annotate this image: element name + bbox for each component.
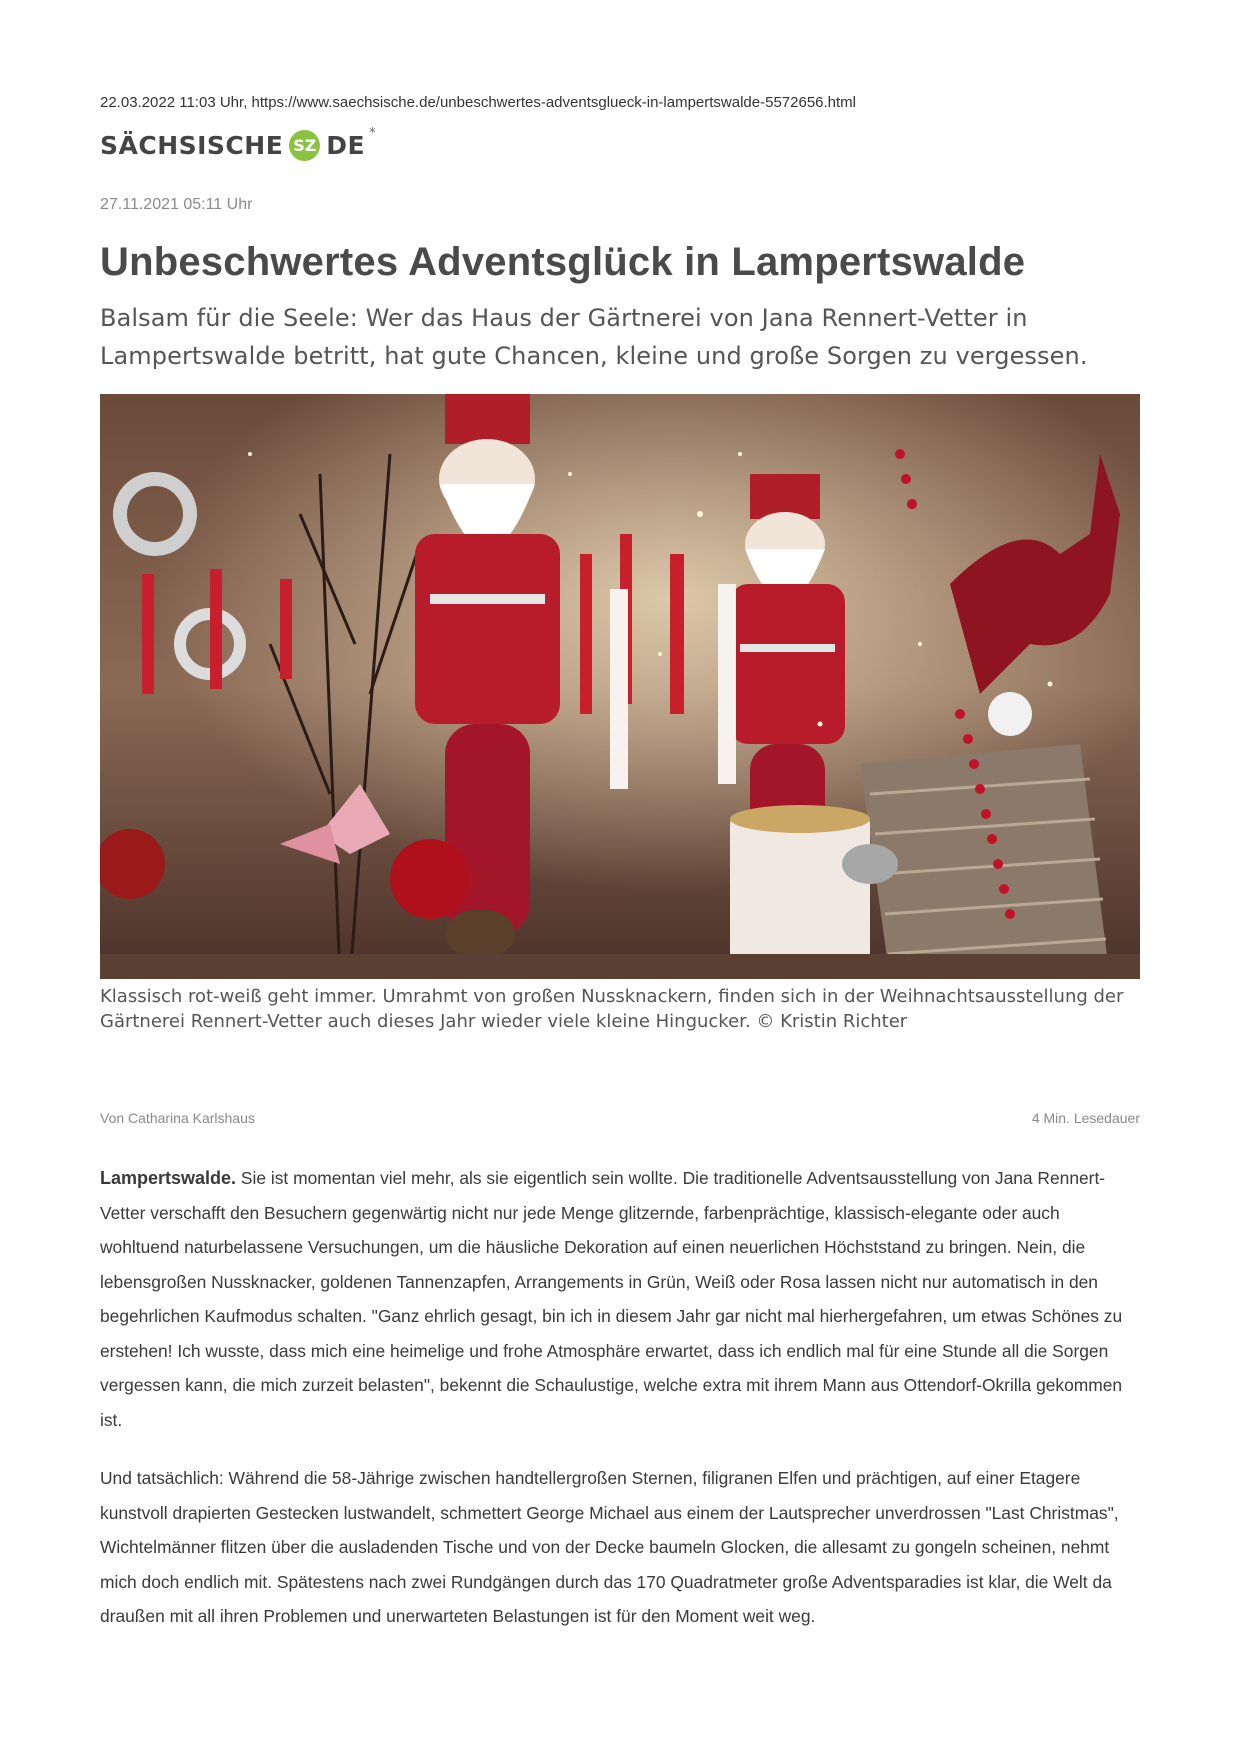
logo-wordmark-right: DE [326, 131, 366, 160]
body-paragraph-1 [100, 1161, 1140, 1437]
author-byline: Von Catharina Karlshaus [100, 1110, 255, 1126]
paragraph-1-text: Sie ist momentan viel mehr, als sie eigentlich sein wollte. Die traditionelle Adventsausstellung von Jana Rennert-Vetter verschafft den Besuchern gegenwärtig nicht nur jede Menge glitzernde, farbenprächtige, klassisch-elegante oder auch wohltuend naturbelassene Versuchungen, um die häusliche Dekoration auf einen neuerlichen Höchststand zu bringen. Nein, die lebensgroßen Nussknacker, goldenen Tannenzapfen, Arrangements in Grün, Weiß oder Rosa lassen nicht nur automatisch in den begehrlichen Kaufmodus schalten. "Ganz ehrlich gesagt, bin ich in diesem Jahr gar nicht mal hierhergefahren, um etwas Schönes zu erstehen! Ich wusste, dass mich eine heimelige und frohe Atmosphäre erwartet, dass ich endlich mal für eine Stunde all die Sorgen vergessen kann, die mich zurzeit belasten", bekennt die Schaulustige, welche extra mit ihrem Mann aus Ottendorf-Okrilla gekommen ist. [100, 1168, 1123, 1430]
article-teaser: Balsam für die Seele: Wer das Haus der Gärtnerei von Jana Rennert-Vetter in Lampertswalde betritt, hat gute Chancen, kleine und große Sorgen zu vergessen. [100, 304, 1088, 370]
article-photo [100, 394, 1140, 979]
print-header: 22.03.2022 11:03 Uhr, https://www.saechsische.de/unbeschwertes-adventsglueck-in-lampertswalde-5572656.html [100, 94, 857, 111]
publish-date: 27.11.2021 05:11 Uhr [100, 196, 253, 213]
print-url[interactable]: https://www.saechsische.de/unbeschwertes-adventsglueck-in-lampertswalde-5572656.html [251, 94, 857, 111]
body-paragraph-2: Und tatsächlich: Während die 58-Jährige zwischen handtellergroßen Sternen, filigranen Elfen und prächtigen, auf einer Etagere kunstvoll drapierten Gestecken lustwandelt, schmettert George Michael aus einem der Lautsprecher unverdrossen "Last Christmas", Wichtelmänner flitzen über die ausladenden Tische und von der Decke baumeln Glocken, die allesamt zu gongeln scheinen, nehmt mich doch endlich mit. Spätestens nach zwei Rundgängen durch das 170 Quadratmeter große Adventsparadies ist klar, die Welt da draußen mit all ihren Problemen und unerwarteten Belastungen ist für den Moment weit weg. [100, 1468, 1119, 1626]
logo-wordmark-left: SÄCHSISCHE [100, 131, 284, 160]
dateline: Lampertswalde. [100, 1168, 237, 1188]
image-caption: Klassisch rot-weiß geht immer. Umrahmt von großen Nussknackern, finden sich in der Weihnachtsausstellung der Gärtnerei Rennert-Vetter auch dieses Jahr wieder viele kleine Hingucker. © Kristin Richter [100, 986, 1124, 1032]
photo-illustration [100, 394, 1140, 979]
reading-time: 4 Min. Lesedauer [1031, 1110, 1140, 1126]
site-logo[interactable] [100, 126, 377, 161]
print-timestamp: 22.03.2022 11:03 Uhr [100, 94, 244, 111]
logo-sz-badge: SZ [289, 130, 320, 161]
byline-row [100, 1110, 1140, 1126]
logo-asterisk: * [369, 126, 377, 141]
article-headline: Unbeschwertes Adventsglück in Lampertswalde [100, 240, 1026, 284]
